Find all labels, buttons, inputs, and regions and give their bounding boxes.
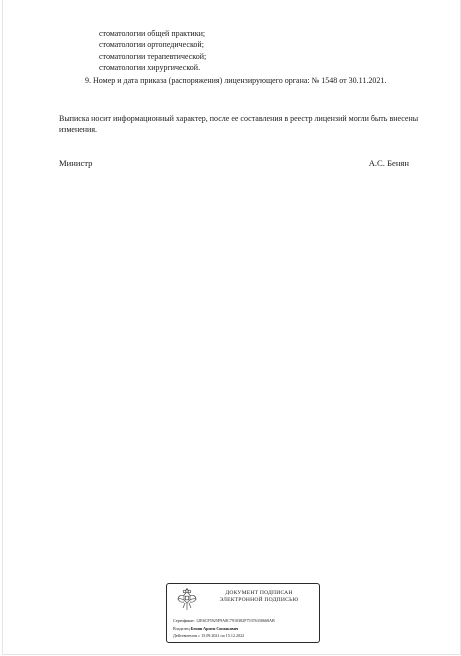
coat-of-arms-emblem	[175, 588, 199, 614]
order-number-item: 9. Номер и дата приказа (распоряжения) лицензирующего органа: № 1548 от 30.11.2021.	[85, 76, 387, 85]
list-item: стоматологии общей практики;	[99, 29, 206, 38]
stamp-certificate: Сертификат: 12E6CF5925F9A8C7910382F75376330668AB	[173, 618, 275, 623]
document-page	[2, 0, 461, 655]
stamp-owner: Владелец:Бенян Армен Сюмакович	[173, 625, 239, 631]
electronic-signature-stamp	[166, 583, 320, 643]
signer-position: Министр	[59, 158, 93, 168]
disclaimer-note: Выписка носит информационный характер, после ее составления в реестр лицензий могли быть внесены изменения.	[59, 114, 419, 134]
stamp-title: ДОКУМЕНТ ПОДПИСАН ЭЛЕКТРОННОЙ ПОДПИСЬЮ	[219, 590, 299, 603]
list-item: стоматологии ортопедической;	[99, 40, 204, 50]
list-item: стоматологии терапевтической;	[99, 51, 207, 61]
list-item: стоматологии хирургической.	[99, 62, 201, 72]
stamp-validity: Действителен с 15.09.2021 по 15.12.2022	[173, 633, 245, 638]
specialty-list	[99, 28, 206, 73]
signer-name: А.С. Бенян	[368, 158, 409, 168]
stamp-details	[173, 617, 316, 640]
